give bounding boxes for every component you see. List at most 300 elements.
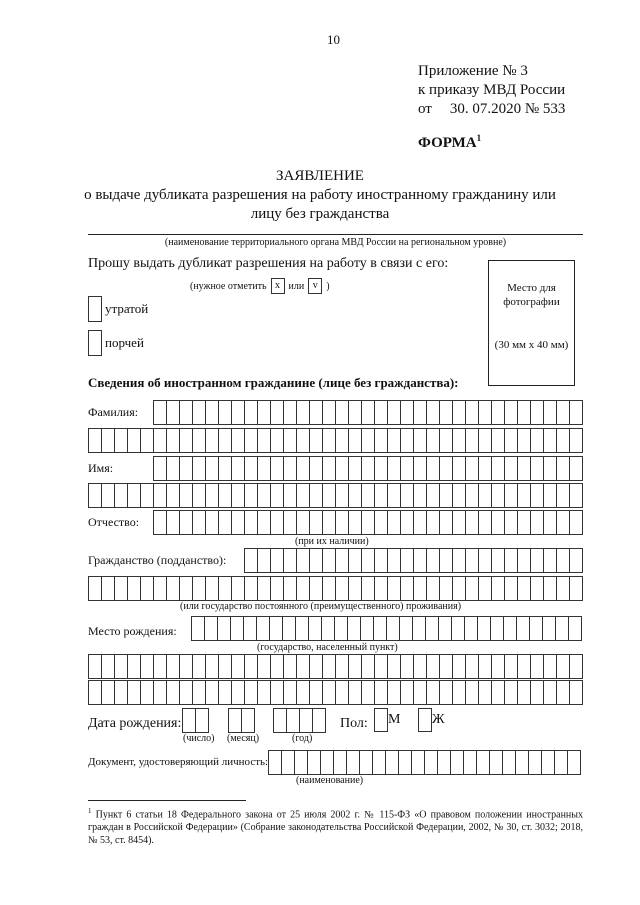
character-cell[interactable] xyxy=(244,548,258,573)
character-cell[interactable] xyxy=(273,708,287,733)
character-cell[interactable] xyxy=(335,510,349,535)
character-cell[interactable] xyxy=(465,548,479,573)
character-cell[interactable] xyxy=(321,616,335,641)
character-cell[interactable] xyxy=(257,576,271,601)
character-cell[interactable] xyxy=(205,400,219,425)
character-cell[interactable] xyxy=(283,548,297,573)
character-cell[interactable] xyxy=(413,483,427,508)
character-cell[interactable] xyxy=(413,510,427,535)
character-cell[interactable] xyxy=(530,548,544,573)
character-cell[interactable] xyxy=(465,456,479,481)
character-cell[interactable] xyxy=(478,576,492,601)
character-cell[interactable] xyxy=(491,483,505,508)
character-cell[interactable] xyxy=(556,428,570,453)
character-cell[interactable] xyxy=(244,400,258,425)
character-cell[interactable] xyxy=(281,750,295,775)
character-cell[interactable] xyxy=(464,616,478,641)
character-cell[interactable] xyxy=(179,576,193,601)
character-cell[interactable] xyxy=(114,654,128,679)
character-cell[interactable] xyxy=(425,616,439,641)
character-cell[interactable] xyxy=(556,456,570,481)
character-cell[interactable] xyxy=(400,680,414,705)
character-cell[interactable] xyxy=(452,456,466,481)
character-cell[interactable] xyxy=(88,680,102,705)
character-cell[interactable] xyxy=(426,400,440,425)
character-cell[interactable] xyxy=(283,428,297,453)
character-cell[interactable] xyxy=(413,428,427,453)
character-cell[interactable] xyxy=(437,750,451,775)
character-cell[interactable] xyxy=(400,483,414,508)
character-cell[interactable] xyxy=(517,510,531,535)
character-cell[interactable] xyxy=(452,428,466,453)
character-cell[interactable] xyxy=(361,428,375,453)
character-cell[interactable] xyxy=(192,680,206,705)
surname-cells[interactable] xyxy=(153,400,583,424)
id-document-cells[interactable] xyxy=(268,750,581,774)
character-cell[interactable] xyxy=(307,750,321,775)
character-cell[interactable] xyxy=(465,680,479,705)
character-cell[interactable] xyxy=(191,616,205,641)
character-cell[interactable] xyxy=(556,483,570,508)
character-cell[interactable] xyxy=(322,428,336,453)
character-cell[interactable] xyxy=(478,510,492,535)
character-cell[interactable] xyxy=(269,616,283,641)
surname-cells-2[interactable] xyxy=(88,428,583,452)
character-cell[interactable] xyxy=(543,456,557,481)
character-cell[interactable] xyxy=(205,428,219,453)
character-cell[interactable] xyxy=(439,428,453,453)
character-cell[interactable] xyxy=(286,708,300,733)
character-cell[interactable] xyxy=(166,680,180,705)
character-cell[interactable] xyxy=(322,576,336,601)
character-cell[interactable] xyxy=(312,708,326,733)
character-cell[interactable] xyxy=(361,548,375,573)
character-cell[interactable] xyxy=(400,400,414,425)
character-cell[interactable] xyxy=(439,510,453,535)
character-cell[interactable] xyxy=(309,654,323,679)
character-cell[interactable] xyxy=(127,483,141,508)
character-cell[interactable] xyxy=(309,548,323,573)
character-cell[interactable] xyxy=(231,400,245,425)
character-cell[interactable] xyxy=(192,483,206,508)
character-cell[interactable] xyxy=(413,400,427,425)
character-cell[interactable] xyxy=(283,483,297,508)
character-cell[interactable] xyxy=(478,483,492,508)
character-cell[interactable] xyxy=(413,576,427,601)
character-cell[interactable] xyxy=(361,400,375,425)
character-cell[interactable] xyxy=(491,680,505,705)
character-cell[interactable] xyxy=(413,548,427,573)
character-cell[interactable] xyxy=(504,654,518,679)
character-cell[interactable] xyxy=(231,654,245,679)
character-cell[interactable] xyxy=(179,510,193,535)
character-cell[interactable] xyxy=(556,680,570,705)
character-cell[interactable] xyxy=(450,750,464,775)
character-cell[interactable] xyxy=(205,680,219,705)
character-cell[interactable] xyxy=(361,483,375,508)
character-cell[interactable] xyxy=(231,483,245,508)
character-cell[interactable] xyxy=(335,483,349,508)
birthplace-cells[interactable] xyxy=(191,616,582,640)
character-cell[interactable] xyxy=(114,428,128,453)
character-cell[interactable] xyxy=(153,510,167,535)
character-cell[interactable] xyxy=(413,680,427,705)
character-cell[interactable] xyxy=(556,548,570,573)
character-cell[interactable] xyxy=(309,400,323,425)
character-cell[interactable] xyxy=(335,428,349,453)
character-cell[interactable] xyxy=(426,548,440,573)
character-cell[interactable] xyxy=(452,576,466,601)
character-cell[interactable] xyxy=(515,750,529,775)
character-cell[interactable] xyxy=(322,680,336,705)
character-cell[interactable] xyxy=(556,576,570,601)
character-cell[interactable] xyxy=(541,750,555,775)
character-cell[interactable] xyxy=(452,680,466,705)
character-cell[interactable] xyxy=(530,680,544,705)
character-cell[interactable] xyxy=(348,456,362,481)
character-cell[interactable] xyxy=(374,576,388,601)
character-cell[interactable] xyxy=(348,428,362,453)
character-cell[interactable] xyxy=(230,616,244,641)
character-cell[interactable] xyxy=(296,654,310,679)
character-cell[interactable] xyxy=(372,750,386,775)
character-cell[interactable] xyxy=(257,510,271,535)
character-cell[interactable] xyxy=(463,750,477,775)
character-cell[interactable] xyxy=(426,654,440,679)
character-cell[interactable] xyxy=(556,400,570,425)
character-cell[interactable] xyxy=(517,483,531,508)
character-cell[interactable] xyxy=(413,456,427,481)
character-cell[interactable] xyxy=(374,680,388,705)
character-cell[interactable] xyxy=(491,510,505,535)
character-cell[interactable] xyxy=(153,456,167,481)
character-cell[interactable] xyxy=(530,654,544,679)
character-cell[interactable] xyxy=(179,456,193,481)
character-cell[interactable] xyxy=(333,750,347,775)
character-cell[interactable] xyxy=(101,576,115,601)
character-cell[interactable] xyxy=(270,456,284,481)
character-cell[interactable] xyxy=(556,510,570,535)
option-damage[interactable] xyxy=(88,330,144,356)
character-cell[interactable] xyxy=(205,456,219,481)
character-cell[interactable] xyxy=(270,483,284,508)
character-cell[interactable] xyxy=(195,708,209,733)
character-cell[interactable] xyxy=(348,510,362,535)
character-cell[interactable] xyxy=(451,616,465,641)
character-cell[interactable] xyxy=(504,680,518,705)
character-cell[interactable] xyxy=(569,456,583,481)
character-cell[interactable] xyxy=(257,456,271,481)
character-cell[interactable] xyxy=(530,428,544,453)
character-cell[interactable] xyxy=(179,400,193,425)
character-cell[interactable] xyxy=(182,708,196,733)
character-cell[interactable] xyxy=(127,428,141,453)
character-cell[interactable] xyxy=(452,654,466,679)
character-cell[interactable] xyxy=(543,654,557,679)
character-cell[interactable] xyxy=(270,510,284,535)
character-cell[interactable] xyxy=(543,400,557,425)
character-cell[interactable] xyxy=(296,428,310,453)
character-cell[interactable] xyxy=(374,510,388,535)
character-cell[interactable] xyxy=(127,654,141,679)
character-cell[interactable] xyxy=(478,680,492,705)
character-cell[interactable] xyxy=(530,510,544,535)
character-cell[interactable] xyxy=(101,680,115,705)
character-cell[interactable] xyxy=(309,456,323,481)
character-cell[interactable] xyxy=(476,750,490,775)
character-cell[interactable] xyxy=(296,456,310,481)
character-cell[interactable] xyxy=(218,456,232,481)
character-cell[interactable] xyxy=(348,680,362,705)
character-cell[interactable] xyxy=(412,616,426,641)
character-cell[interactable] xyxy=(101,654,115,679)
character-cell[interactable] xyxy=(218,680,232,705)
character-cell[interactable] xyxy=(385,750,399,775)
checkbox-male[interactable] xyxy=(374,708,388,732)
character-cell[interactable] xyxy=(491,456,505,481)
character-cell[interactable] xyxy=(257,483,271,508)
character-cell[interactable] xyxy=(283,680,297,705)
character-cell[interactable] xyxy=(335,680,349,705)
character-cell[interactable] xyxy=(398,750,412,775)
character-cell[interactable] xyxy=(334,616,348,641)
character-cell[interactable] xyxy=(294,750,308,775)
character-cell[interactable] xyxy=(517,456,531,481)
character-cell[interactable] xyxy=(335,576,349,601)
checkbox-female[interactable] xyxy=(418,708,432,732)
character-cell[interactable] xyxy=(153,576,167,601)
character-cell[interactable] xyxy=(257,428,271,453)
character-cell[interactable] xyxy=(530,456,544,481)
character-cell[interactable] xyxy=(361,654,375,679)
organ-input-line[interactable] xyxy=(88,234,583,235)
option-loss[interactable] xyxy=(88,296,148,322)
character-cell[interactable] xyxy=(413,654,427,679)
character-cell[interactable] xyxy=(179,483,193,508)
character-cell[interactable] xyxy=(504,483,518,508)
character-cell[interactable] xyxy=(490,616,504,641)
character-cell[interactable] xyxy=(114,483,128,508)
character-cell[interactable] xyxy=(477,616,491,641)
character-cell[interactable] xyxy=(140,483,154,508)
character-cell[interactable] xyxy=(465,510,479,535)
character-cell[interactable] xyxy=(439,680,453,705)
character-cell[interactable] xyxy=(244,428,258,453)
character-cell[interactable] xyxy=(465,576,479,601)
character-cell[interactable] xyxy=(491,548,505,573)
character-cell[interactable] xyxy=(218,400,232,425)
character-cell[interactable] xyxy=(528,750,542,775)
character-cell[interactable] xyxy=(543,576,557,601)
character-cell[interactable] xyxy=(542,616,556,641)
character-cell[interactable] xyxy=(387,576,401,601)
character-cell[interactable] xyxy=(296,510,310,535)
name-cells-2[interactable] xyxy=(88,483,583,507)
character-cell[interactable] xyxy=(529,616,543,641)
character-cell[interactable] xyxy=(322,483,336,508)
character-cell[interactable] xyxy=(503,616,517,641)
character-cell[interactable] xyxy=(543,510,557,535)
character-cell[interactable] xyxy=(374,548,388,573)
character-cell[interactable] xyxy=(348,483,362,508)
birth-day-cells[interactable] xyxy=(182,708,209,732)
character-cell[interactable] xyxy=(166,428,180,453)
character-cell[interactable] xyxy=(231,456,245,481)
character-cell[interactable] xyxy=(439,456,453,481)
patronymic-cells[interactable] xyxy=(153,510,583,534)
character-cell[interactable] xyxy=(400,456,414,481)
character-cell[interactable] xyxy=(192,428,206,453)
character-cell[interactable] xyxy=(439,548,453,573)
character-cell[interactable] xyxy=(346,750,360,775)
character-cell[interactable] xyxy=(309,576,323,601)
character-cell[interactable] xyxy=(504,428,518,453)
character-cell[interactable] xyxy=(400,428,414,453)
character-cell[interactable] xyxy=(374,400,388,425)
character-cell[interactable] xyxy=(257,400,271,425)
character-cell[interactable] xyxy=(231,428,245,453)
character-cell[interactable] xyxy=(228,708,242,733)
character-cell[interactable] xyxy=(204,616,218,641)
birth-month-cells[interactable] xyxy=(228,708,255,732)
character-cell[interactable] xyxy=(517,654,531,679)
character-cell[interactable] xyxy=(452,400,466,425)
character-cell[interactable] xyxy=(101,428,115,453)
birthplace-cells-3[interactable] xyxy=(88,680,583,704)
character-cell[interactable] xyxy=(322,548,336,573)
character-cell[interactable] xyxy=(296,548,310,573)
character-cell[interactable] xyxy=(270,576,284,601)
character-cell[interactable] xyxy=(309,510,323,535)
character-cell[interactable] xyxy=(218,483,232,508)
character-cell[interactable] xyxy=(569,548,583,573)
character-cell[interactable] xyxy=(283,400,297,425)
character-cell[interactable] xyxy=(218,428,232,453)
checkbox-loss[interactable] xyxy=(88,296,102,322)
character-cell[interactable] xyxy=(88,654,102,679)
character-cell[interactable] xyxy=(361,576,375,601)
character-cell[interactable] xyxy=(426,680,440,705)
character-cell[interactable] xyxy=(153,654,167,679)
character-cell[interactable] xyxy=(205,576,219,601)
character-cell[interactable] xyxy=(517,400,531,425)
citizenship-cells-2[interactable] xyxy=(88,576,583,600)
character-cell[interactable] xyxy=(556,654,570,679)
character-cell[interactable] xyxy=(502,750,516,775)
character-cell[interactable] xyxy=(140,680,154,705)
character-cell[interactable] xyxy=(283,456,297,481)
character-cell[interactable] xyxy=(114,680,128,705)
character-cell[interactable] xyxy=(88,428,102,453)
character-cell[interactable] xyxy=(270,654,284,679)
character-cell[interactable] xyxy=(439,483,453,508)
character-cell[interactable] xyxy=(361,456,375,481)
character-cell[interactable] xyxy=(387,483,401,508)
character-cell[interactable] xyxy=(179,428,193,453)
character-cell[interactable] xyxy=(439,400,453,425)
character-cell[interactable] xyxy=(283,576,297,601)
character-cell[interactable] xyxy=(270,400,284,425)
character-cell[interactable] xyxy=(114,576,128,601)
character-cell[interactable] xyxy=(322,654,336,679)
character-cell[interactable] xyxy=(387,428,401,453)
character-cell[interactable] xyxy=(517,576,531,601)
character-cell[interactable] xyxy=(335,548,349,573)
character-cell[interactable] xyxy=(140,654,154,679)
character-cell[interactable] xyxy=(348,548,362,573)
character-cell[interactable] xyxy=(478,654,492,679)
character-cell[interactable] xyxy=(438,616,452,641)
character-cell[interactable] xyxy=(166,400,180,425)
character-cell[interactable] xyxy=(530,483,544,508)
character-cell[interactable] xyxy=(361,510,375,535)
character-cell[interactable] xyxy=(569,576,583,601)
character-cell[interactable] xyxy=(504,456,518,481)
character-cell[interactable] xyxy=(387,400,401,425)
character-cell[interactable] xyxy=(296,680,310,705)
character-cell[interactable] xyxy=(299,708,313,733)
character-cell[interactable] xyxy=(153,483,167,508)
character-cell[interactable] xyxy=(387,456,401,481)
character-cell[interactable] xyxy=(192,400,206,425)
character-cell[interactable] xyxy=(217,616,231,641)
character-cell[interactable] xyxy=(244,456,258,481)
character-cell[interactable] xyxy=(205,483,219,508)
character-cell[interactable] xyxy=(218,510,232,535)
character-cell[interactable] xyxy=(439,576,453,601)
name-cells[interactable] xyxy=(153,456,583,480)
character-cell[interactable] xyxy=(244,483,258,508)
checkbox-damage[interactable] xyxy=(88,330,102,356)
character-cell[interactable] xyxy=(568,616,582,641)
character-cell[interactable] xyxy=(295,616,309,641)
character-cell[interactable] xyxy=(192,510,206,535)
character-cell[interactable] xyxy=(452,483,466,508)
character-cell[interactable] xyxy=(218,654,232,679)
character-cell[interactable] xyxy=(517,548,531,573)
character-cell[interactable] xyxy=(166,483,180,508)
character-cell[interactable] xyxy=(452,548,466,573)
sex-male-option[interactable] xyxy=(374,708,400,732)
character-cell[interactable] xyxy=(243,616,257,641)
character-cell[interactable] xyxy=(241,708,255,733)
character-cell[interactable] xyxy=(569,680,583,705)
character-cell[interactable] xyxy=(504,548,518,573)
character-cell[interactable] xyxy=(374,428,388,453)
character-cell[interactable] xyxy=(257,654,271,679)
character-cell[interactable] xyxy=(569,483,583,508)
character-cell[interactable] xyxy=(359,750,373,775)
character-cell[interactable] xyxy=(244,654,258,679)
character-cell[interactable] xyxy=(387,680,401,705)
character-cell[interactable] xyxy=(426,576,440,601)
character-cell[interactable] xyxy=(244,510,258,535)
character-cell[interactable] xyxy=(478,400,492,425)
character-cell[interactable] xyxy=(489,750,503,775)
character-cell[interactable] xyxy=(465,400,479,425)
character-cell[interactable] xyxy=(504,400,518,425)
character-cell[interactable] xyxy=(400,510,414,535)
character-cell[interactable] xyxy=(360,616,374,641)
character-cell[interactable] xyxy=(205,510,219,535)
character-cell[interactable] xyxy=(569,654,583,679)
character-cell[interactable] xyxy=(400,548,414,573)
character-cell[interactable] xyxy=(268,750,282,775)
character-cell[interactable] xyxy=(282,616,296,641)
character-cell[interactable] xyxy=(555,616,569,641)
character-cell[interactable] xyxy=(465,483,479,508)
character-cell[interactable] xyxy=(244,680,258,705)
